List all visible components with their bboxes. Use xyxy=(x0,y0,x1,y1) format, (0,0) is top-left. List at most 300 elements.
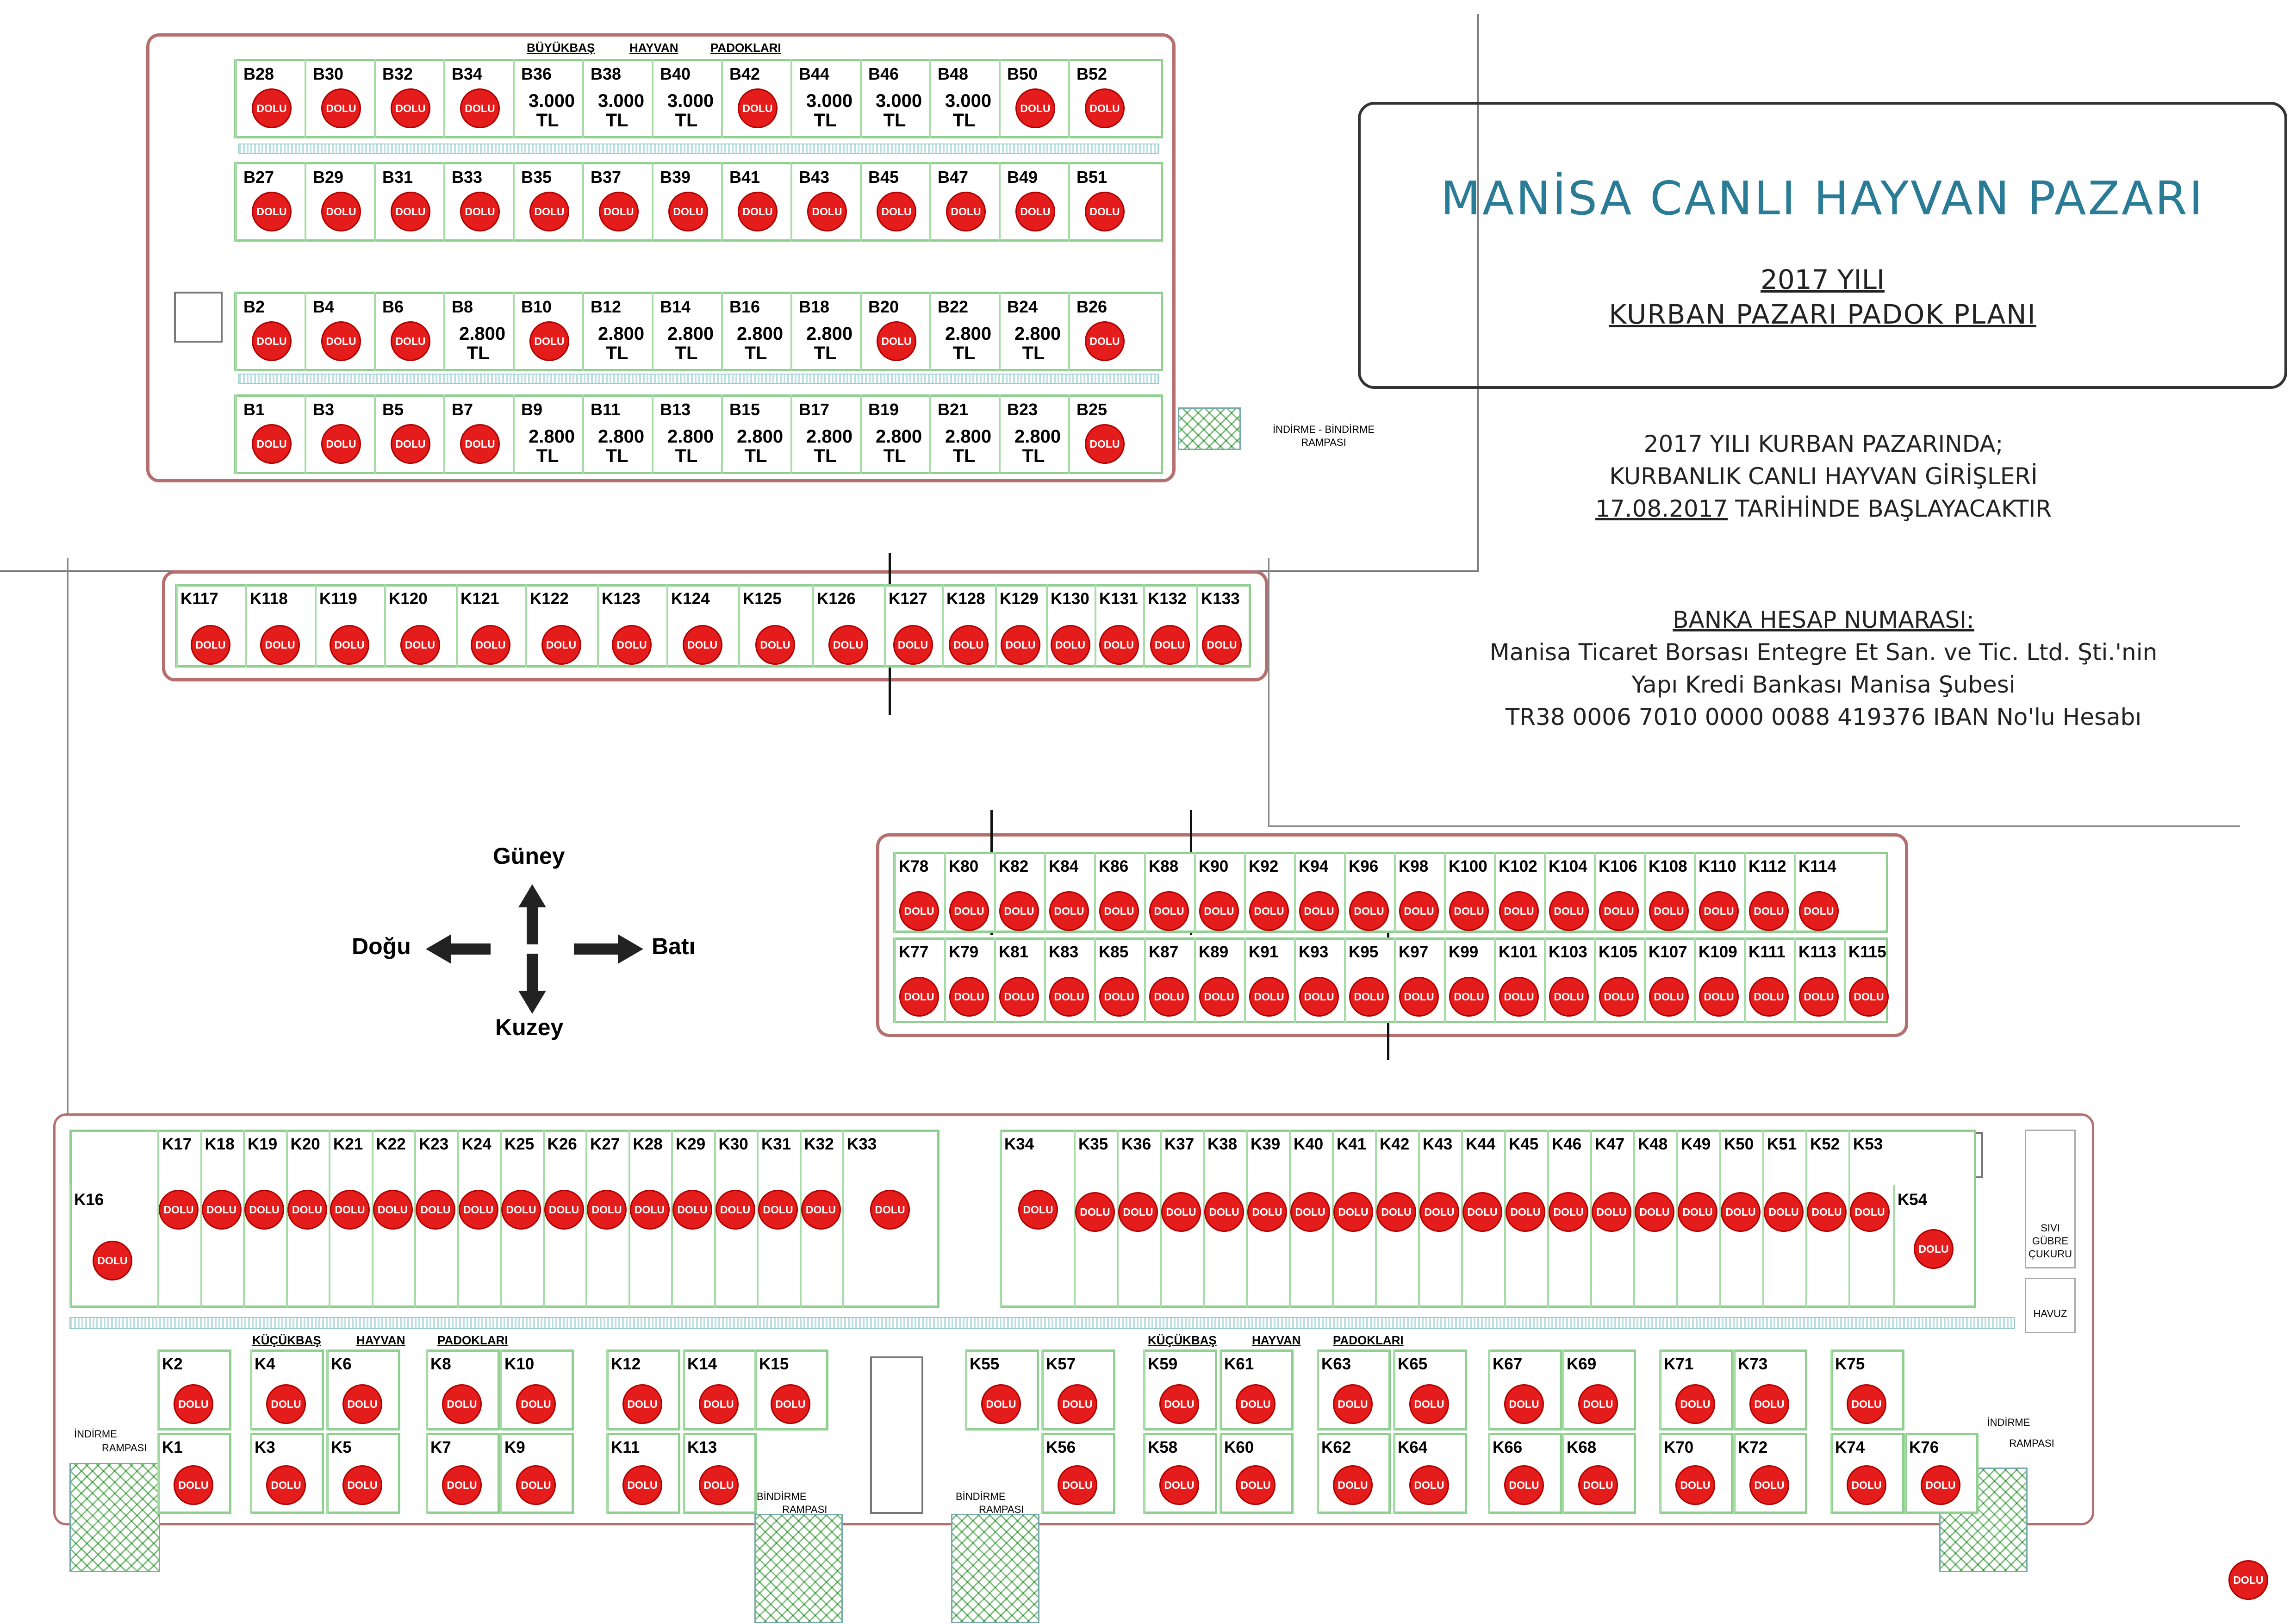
notice-date: 17.08.2017 xyxy=(1595,495,1728,522)
pen-label: K125 xyxy=(743,590,782,608)
ramp-left-label-1: İNDİRME xyxy=(74,1428,117,1440)
pen-label: K61 xyxy=(1224,1355,1254,1373)
pen-label: B5 xyxy=(382,400,404,419)
pen-label: K33 xyxy=(847,1135,877,1153)
buyukbas-heading-2: HAYVAN xyxy=(629,41,678,55)
price-label: 2.800 TL xyxy=(1014,324,1061,363)
price-label: 2.800 TL xyxy=(806,324,853,363)
dolu-badge: DOLU xyxy=(755,625,795,665)
pen-label: B24 xyxy=(1007,297,1038,316)
dolu-badge: DOLU xyxy=(738,88,778,128)
dolu-badge: DOLU xyxy=(460,424,500,464)
dolu-badge: DOLU xyxy=(1847,1384,1886,1424)
pen-label: K83 xyxy=(1049,943,1079,961)
pen-label: K9 xyxy=(504,1438,525,1456)
pen-label: K30 xyxy=(718,1135,748,1153)
dolu-badge: DOLU xyxy=(699,1384,739,1424)
pen-label: K96 xyxy=(1349,857,1379,875)
compass-east-label: Batı xyxy=(652,933,696,959)
walkway-b1 xyxy=(238,144,1159,154)
dolu-badge: DOLU xyxy=(1236,1465,1276,1505)
pen-label: K109 xyxy=(1699,943,1737,961)
pen-label: K58 xyxy=(1148,1438,1178,1456)
dolu-badge: DOLU xyxy=(1299,977,1339,1017)
dolu-badge: DOLU xyxy=(159,1190,199,1230)
kucukbas-left-2: HAYVAN xyxy=(356,1333,405,1347)
pen-label: K22 xyxy=(376,1135,406,1153)
dolu-badge: DOLU xyxy=(1699,977,1739,1017)
pen-label: K66 xyxy=(1493,1438,1523,1456)
dolu-badge: DOLU xyxy=(699,1465,739,1505)
pen-label: K131 xyxy=(1099,590,1138,608)
dolu-badge: DOLU xyxy=(1850,1192,1890,1232)
pen-label: K7 xyxy=(430,1438,451,1456)
kucukbas-right-3: PADOKLARI xyxy=(1333,1333,1404,1347)
dolu-badge: DOLU xyxy=(1749,1384,1789,1424)
dolu-badge: DOLU xyxy=(330,1190,370,1230)
site-outline-right2 xyxy=(1268,825,2240,827)
pen-label: K16 xyxy=(74,1191,104,1209)
havuz-label: HAVUZ xyxy=(2033,1308,2067,1319)
pen-label: B34 xyxy=(452,64,483,83)
dolu-badge: DOLU xyxy=(1678,1192,1717,1232)
notice-line-3 xyxy=(1425,495,2221,522)
dolu-badge: DOLU xyxy=(1247,1192,1287,1232)
pen-label: K102 xyxy=(1499,857,1537,875)
dolu-badge: DOLU xyxy=(1149,891,1189,931)
pen-label: B51 xyxy=(1076,168,1108,187)
pen-label: B18 xyxy=(799,297,830,316)
buyukbas-heading-3: PADOKLARI xyxy=(710,41,781,55)
pen-label: K6 xyxy=(331,1355,352,1373)
bank-heading: BANKA HESAP NUMARASI: xyxy=(1673,606,1974,633)
price-label: 3.000 TL xyxy=(945,91,992,131)
dolu-badge: DOLU xyxy=(342,1384,382,1424)
dolu-badge: DOLU xyxy=(1058,1465,1097,1505)
pen-label: K67 xyxy=(1493,1355,1523,1373)
pen-label: K68 xyxy=(1567,1438,1597,1456)
dolu-badge: DOLU xyxy=(949,891,989,931)
pen-label: K4 xyxy=(255,1355,275,1373)
dolu-badge: DOLU xyxy=(1807,1192,1847,1232)
sivi-label-1: SIVI xyxy=(2041,1222,2060,1234)
dolu-badge: DOLU xyxy=(174,1384,213,1424)
ramp-right-label-2: RAMPASI xyxy=(2009,1437,2054,1449)
pen-label: B15 xyxy=(729,400,760,419)
pen-label: K31 xyxy=(761,1135,791,1153)
pen-label: K32 xyxy=(804,1135,834,1153)
pen-label: K38 xyxy=(1207,1135,1238,1153)
dolu-badge: DOLU xyxy=(252,424,292,464)
dolu-badge: DOLU xyxy=(1578,1384,1618,1424)
dolu-badge: DOLU xyxy=(544,1190,584,1230)
dolu-badge: DOLU xyxy=(1549,977,1589,1017)
dolu-badge: DOLU xyxy=(622,1384,662,1424)
pen-label: B49 xyxy=(1007,168,1038,187)
pen-label: K74 xyxy=(1835,1438,1865,1456)
office-center xyxy=(870,1356,923,1514)
dolu-badge: DOLU xyxy=(999,891,1039,931)
dolu-badge: DOLU xyxy=(1592,1192,1631,1232)
dolu-badge: DOLU xyxy=(1290,1192,1330,1232)
pen-label: B39 xyxy=(660,168,691,187)
pen-label: K10 xyxy=(504,1355,535,1373)
dolu-badge: DOLU xyxy=(1333,1192,1373,1232)
dolu-badge: DOLU xyxy=(1749,1465,1789,1505)
dolu-badge: DOLU xyxy=(630,1190,670,1230)
dolu-badge: DOLU xyxy=(893,625,933,665)
dolu-badge: DOLU xyxy=(287,1190,327,1230)
walkway-b2 xyxy=(238,374,1159,384)
dolu-badge: DOLU xyxy=(1099,891,1139,931)
dolu-badge: DOLU xyxy=(771,1384,810,1424)
dolu-badge: DOLU xyxy=(460,88,500,128)
pen-label: K70 xyxy=(1664,1438,1694,1456)
price-label: 2.800 TL xyxy=(806,426,853,466)
dolu-badge: DOLU xyxy=(870,1190,910,1230)
pen-label: B23 xyxy=(1007,400,1038,419)
pen-label: K93 xyxy=(1299,943,1329,961)
dolu-badge: DOLU xyxy=(612,625,652,665)
dolu-badge: DOLU xyxy=(460,192,500,231)
bank-line-3: TR38 0006 7010 0000 0088 419376 IBAN No'lu Hesabı xyxy=(1505,704,2142,731)
pen-label: B43 xyxy=(799,168,830,187)
bindirme2-label-2: RAMPASI xyxy=(979,1504,1024,1515)
pen-label: B45 xyxy=(868,168,899,187)
dolu-badge: DOLU xyxy=(541,625,581,665)
dolu-badge: DOLU xyxy=(622,1465,662,1505)
pen-label: K95 xyxy=(1349,943,1379,961)
pen-label: B4 xyxy=(313,297,335,316)
dolu-badge: DOLU xyxy=(252,321,292,361)
dolu-badge: DOLU xyxy=(1085,192,1125,231)
pen-label: B17 xyxy=(799,400,830,419)
ramp-bindirme-2 xyxy=(951,1514,1039,1623)
pen-label: K2 xyxy=(162,1355,183,1373)
pen-label: B29 xyxy=(313,168,344,187)
dolu-badge: DOLU xyxy=(93,1241,132,1280)
pen-label: K94 xyxy=(1299,857,1329,875)
dolu-badge: DOLU xyxy=(1549,1192,1588,1232)
dolu-badge: DOLU xyxy=(1849,977,1889,1017)
pen-label: K62 xyxy=(1321,1438,1351,1456)
dolu-badge: DOLU xyxy=(899,977,939,1017)
dolu-badge: DOLU xyxy=(1249,977,1289,1017)
dolu-badge: DOLU xyxy=(529,321,569,361)
pen-label: K101 xyxy=(1499,943,1537,961)
dolu-badge: DOLU xyxy=(683,625,722,665)
pen-label: K53 xyxy=(1853,1135,1883,1153)
walkway-lower xyxy=(69,1317,2015,1329)
pen-label: B9 xyxy=(521,400,543,419)
pen-label: K114 xyxy=(1798,857,1836,875)
kucukbas-left-1: KÜÇÜKBAŞ xyxy=(252,1333,321,1347)
dolu-badge: DOLU xyxy=(459,1190,498,1230)
pen-label: B26 xyxy=(1076,297,1108,316)
dolu-badge: DOLU xyxy=(1161,1192,1201,1232)
pen-label: K89 xyxy=(1199,943,1229,961)
pen-label: K19 xyxy=(248,1135,278,1153)
pen-label: K13 xyxy=(687,1438,717,1456)
pen-label: K37 xyxy=(1164,1135,1195,1153)
dolu-badge: DOLU xyxy=(828,625,868,665)
pen-label: K63 xyxy=(1321,1355,1351,1373)
pen-label: B50 xyxy=(1007,64,1038,83)
pen-label: K130 xyxy=(1051,590,1089,608)
pen-label: B3 xyxy=(313,400,335,419)
dolu-badge: DOLU xyxy=(1449,977,1489,1017)
dolu-badge: DOLU xyxy=(801,1190,841,1230)
bindirme2-label-1: BİNDİRME xyxy=(956,1491,1006,1502)
pen-label: K106 xyxy=(1599,857,1637,875)
pen-label: K23 xyxy=(419,1135,449,1153)
dolu-badge: DOLU xyxy=(672,1190,712,1230)
dolu-badge: DOLU xyxy=(1049,977,1089,1017)
pen-label: K64 xyxy=(1398,1438,1428,1456)
dolu-badge: DOLU xyxy=(1649,977,1689,1017)
pen-label: K110 xyxy=(1699,857,1736,875)
pen-label: K79 xyxy=(949,943,979,961)
pen-label: K122 xyxy=(530,590,569,608)
pen-label: K42 xyxy=(1380,1135,1410,1153)
price-label: 2.800 TL xyxy=(1014,426,1061,466)
dolu-badge: DOLU xyxy=(1199,977,1239,1017)
pen-label: K112 xyxy=(1748,857,1786,875)
pen-label: B41 xyxy=(729,168,760,187)
dolu-badge: DOLU xyxy=(716,1190,755,1230)
pen-label: K127 xyxy=(889,590,927,608)
dolu-badge: DOLU xyxy=(1449,891,1489,931)
pen-label: K39 xyxy=(1251,1135,1281,1153)
dolu-badge: DOLU xyxy=(1015,192,1055,231)
pen-label: K117 xyxy=(180,590,218,608)
pen-label: K85 xyxy=(1099,943,1129,961)
dolu-badge: DOLU xyxy=(252,192,292,231)
dolu-badge: DOLU xyxy=(1409,1384,1449,1424)
dolu-badge: DOLU xyxy=(758,1190,798,1230)
pen-label: K99 xyxy=(1449,943,1479,961)
dolu-badge: DOLU xyxy=(1599,891,1639,931)
ramp-top-label-2: RAMPASI xyxy=(1301,437,1346,448)
pen-label: K78 xyxy=(899,857,929,875)
sivi-label-2: GÜBRE xyxy=(2032,1235,2069,1247)
dolu-badge: DOLU xyxy=(1799,977,1839,1017)
dolu-badge: DOLU xyxy=(471,625,510,665)
dolu-badge: DOLU xyxy=(321,192,361,231)
dolu-badge: DOLU xyxy=(373,1190,413,1230)
pen-label: K100 xyxy=(1449,857,1487,875)
dolu-badge: DOLU xyxy=(516,1384,556,1424)
dolu-badge: DOLU xyxy=(1914,1229,1954,1269)
price-label: 2.800 TL xyxy=(945,324,992,363)
pen-label: B2 xyxy=(243,297,265,316)
page-title: MANİSA CANLI HAYVAN PAZARI xyxy=(1440,171,2205,225)
pen-label: K81 xyxy=(999,943,1029,961)
pen-label: K26 xyxy=(547,1135,577,1153)
pen-label: K86 xyxy=(1099,857,1129,875)
pen-label: K103 xyxy=(1549,943,1587,961)
dolu-badge: DOLU xyxy=(1504,1465,1544,1505)
dolu-badge: DOLU xyxy=(1299,891,1339,931)
site-outline-right xyxy=(1268,558,1269,826)
pen-label: K120 xyxy=(389,590,428,608)
pen-label: K5 xyxy=(331,1438,352,1456)
dolu-badge: DOLU xyxy=(1199,891,1239,931)
dolu-badge: DOLU xyxy=(1058,1384,1097,1424)
pen-label: B1 xyxy=(243,400,265,419)
pen-label: K132 xyxy=(1148,590,1187,608)
dolu-badge: DOLU xyxy=(244,1190,284,1230)
price-label: 3.000 TL xyxy=(876,91,922,131)
pen-label: K11 xyxy=(611,1438,640,1456)
dolu-badge: DOLU xyxy=(1051,625,1090,665)
title-box xyxy=(1358,102,2287,389)
dolu-badge: DOLU xyxy=(529,192,569,231)
pen-label: K1 xyxy=(162,1438,183,1456)
sivi-gubre-box xyxy=(2025,1130,2076,1268)
dolu-badge: DOLU xyxy=(416,1190,455,1230)
price-label: 2.800 TL xyxy=(667,426,714,466)
pen-label: K45 xyxy=(1509,1135,1539,1153)
pen-label: K91 xyxy=(1249,943,1279,961)
pen-label: K59 xyxy=(1148,1355,1178,1373)
pen-label: K41 xyxy=(1337,1135,1367,1153)
dolu-badge: DOLU xyxy=(1333,1465,1373,1505)
pen-label: K48 xyxy=(1638,1135,1668,1153)
pen-label: K121 xyxy=(460,590,499,608)
pen-label: K27 xyxy=(590,1135,620,1153)
pen-label: B37 xyxy=(591,168,622,187)
pen-label: K108 xyxy=(1649,857,1687,875)
pen-label: K119 xyxy=(319,590,357,608)
dolu-badge: DOLU xyxy=(1049,891,1089,931)
ramp-left-label-2: RAMPASI xyxy=(102,1442,147,1454)
price-label: 2.800 TL xyxy=(667,324,714,363)
dolu-badge: DOLU xyxy=(981,1384,1021,1424)
dolu-badge: DOLU xyxy=(391,88,430,128)
dolu-badge: DOLU xyxy=(1018,1190,1058,1230)
pen-label: B48 xyxy=(938,64,969,83)
ramp-lower-left xyxy=(69,1463,160,1572)
office-b xyxy=(174,292,223,343)
dolu-badge: DOLU xyxy=(191,625,230,665)
pen-label: K17 xyxy=(162,1135,192,1153)
pen-label: K90 xyxy=(1199,857,1229,875)
price-label: 2.800 TL xyxy=(529,426,575,466)
dolu-badge: DOLU xyxy=(1099,625,1139,665)
price-label: 2.800 TL xyxy=(876,426,922,466)
dolu-badge: DOLU xyxy=(1399,977,1439,1017)
dolu-badge: DOLU xyxy=(330,625,369,665)
pen-label: B47 xyxy=(938,168,969,187)
pen-label: K8 xyxy=(430,1355,451,1373)
dolu-badge: DOLU xyxy=(1409,1465,1449,1505)
dolu-badge: DOLU xyxy=(1159,1384,1199,1424)
price-label: 3.000 TL xyxy=(529,91,575,131)
pen-label: B12 xyxy=(591,297,622,316)
dolu-badge: DOLU xyxy=(1599,977,1639,1017)
dolu-badge: DOLU xyxy=(1249,891,1289,931)
dolu-badge: DOLU xyxy=(1085,88,1125,128)
pen-label: K107 xyxy=(1649,943,1687,961)
pen-label: K29 xyxy=(676,1135,706,1153)
dolu-badge: DOLU xyxy=(321,88,361,128)
pen-label: B6 xyxy=(382,297,404,316)
pen-label: B11 xyxy=(591,400,621,419)
pen-label: K49 xyxy=(1681,1135,1711,1153)
pen-label: K52 xyxy=(1810,1135,1840,1153)
pen-label: K97 xyxy=(1399,943,1429,961)
pen-label: K50 xyxy=(1724,1135,1754,1153)
pen-label: K104 xyxy=(1549,857,1587,875)
ramp-top-label-1: İNDİRME - BİNDİRME xyxy=(1273,424,1375,435)
dolu-badge: DOLU xyxy=(1149,977,1189,1017)
price-label: 2.800 TL xyxy=(459,324,506,363)
dolu-badge: DOLU xyxy=(1085,321,1125,361)
pen-label: K129 xyxy=(1000,590,1039,608)
dolu-badge: DOLU xyxy=(877,192,916,231)
dolu-badge: DOLU xyxy=(1159,1465,1199,1505)
kucukbas-right-2: HAYVAN xyxy=(1252,1333,1301,1347)
dolu-badge: DOLU xyxy=(1150,625,1190,665)
pen-label: B52 xyxy=(1076,64,1108,83)
pen-label: B30 xyxy=(313,64,344,83)
pen-label: K124 xyxy=(671,590,710,608)
kucukbas-left-3: PADOKLARI xyxy=(437,1333,508,1347)
pen-label: K60 xyxy=(1224,1438,1254,1456)
dolu-badge: DOLU xyxy=(1015,88,1055,128)
dolu-badge: DOLU xyxy=(1349,891,1389,931)
dolu-badge: DOLU xyxy=(501,1190,541,1230)
dolu-badge: DOLU xyxy=(1675,1384,1715,1424)
dolu-badge: DOLU xyxy=(1721,1192,1761,1232)
pen-label: K92 xyxy=(1249,857,1279,875)
pen-label: K72 xyxy=(1738,1438,1768,1456)
dolu-badge: DOLU xyxy=(1349,977,1389,1017)
dolu-badge: DOLU xyxy=(391,424,430,464)
pen-label: K115 xyxy=(1848,943,1886,961)
pen-label: K57 xyxy=(1046,1355,1076,1373)
dolu-badge: DOLU xyxy=(252,88,292,128)
dolu-badge: DOLU xyxy=(442,1465,482,1505)
pen-label: B22 xyxy=(938,297,969,316)
dolu-badge: DOLU xyxy=(1549,891,1589,931)
compass-arrows-icon xyxy=(417,880,648,1018)
pen-label: K46 xyxy=(1552,1135,1582,1153)
dolu-badge: DOLU xyxy=(1085,424,1125,464)
pen-label: K24 xyxy=(461,1135,492,1153)
bank-line-2: Yapı Kredi Bankası Manisa Şubesi xyxy=(1631,671,2016,698)
dolu-badge: DOLU xyxy=(1204,1192,1244,1232)
dolu-badge-corner: DOLU xyxy=(2228,1560,2268,1600)
dolu-badge: DOLU xyxy=(1699,891,1739,931)
sivi-label-3: ÇUKURU xyxy=(2028,1248,2072,1260)
notice-line-2: KURBANLIK CANLI HAYVAN GİRİŞLERİ xyxy=(1609,463,2038,490)
dolu-badge: DOLU xyxy=(1675,1465,1715,1505)
pen-label: B38 xyxy=(591,64,622,83)
price-label: 2.800 TL xyxy=(598,426,645,466)
pen-label: K43 xyxy=(1423,1135,1453,1153)
pen-label: K54 xyxy=(1898,1191,1928,1209)
compass-west-label: Doğu xyxy=(352,933,411,959)
pen-label: K105 xyxy=(1599,943,1637,961)
pen-label: B8 xyxy=(452,297,473,316)
dolu-badge: DOLU xyxy=(1075,1192,1115,1232)
pen-label: B13 xyxy=(660,400,691,419)
dolu-badge: DOLU xyxy=(668,192,708,231)
dolu-badge: DOLU xyxy=(999,977,1039,1017)
ramp-bindirme-1 xyxy=(754,1514,843,1623)
